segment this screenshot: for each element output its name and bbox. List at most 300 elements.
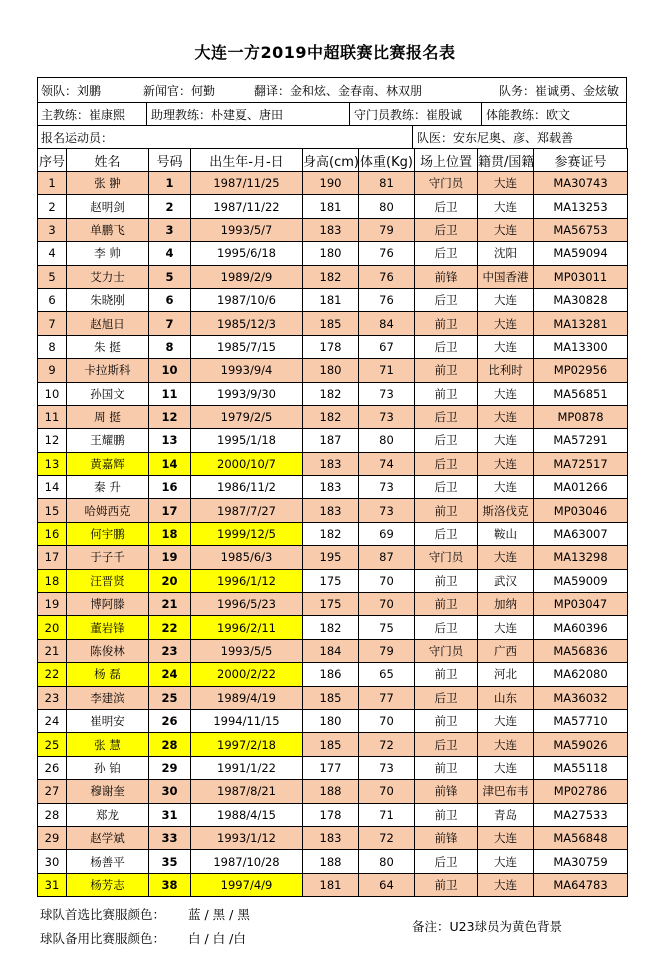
cell-position: 前卫 [415,312,478,335]
cell-seq: 7 [38,312,67,335]
table-row [38,780,628,803]
cell-origin: 大连 [478,546,534,569]
cell-height: 181 [303,288,359,311]
cell-name: 秦 升 [67,476,149,499]
col-name: 姓名 [67,149,149,172]
cell-certificate: MA30743 [534,172,628,195]
cell-weight: 80 [359,429,415,452]
cell-origin: 大连 [478,709,534,732]
cell-number: 26 [149,709,191,732]
cell-certificate: MP02786 [534,780,628,803]
cell-weight: 72 [359,826,415,849]
cell-name: 赵学斌 [67,826,149,849]
table-row [38,522,628,545]
cell-name: 张 翀 [67,172,149,195]
table-row [38,218,628,241]
cell-name: 杨芳志 [67,873,149,896]
cell-height: 177 [303,756,359,779]
cell-certificate: MA13300 [534,335,628,358]
cell-certificate: MA72517 [534,452,628,475]
cell-certificate: MA56753 [534,218,628,241]
table-row [38,288,628,311]
cell-dob: 1991/1/22 [191,756,303,779]
cell-seq: 8 [38,335,67,358]
cell-position: 后卫 [415,405,478,428]
cell-name: 哈姆西克 [67,499,149,522]
cell-certificate: MA56851 [534,382,628,405]
cell-seq: 21 [38,639,67,662]
col-seq: 序号 [38,149,67,172]
cell-position: 前卫 [415,359,478,382]
cell-dob: 1995/6/18 [191,242,303,265]
team-leader: 领队：刘鹏 [41,83,102,98]
cell-certificate: MA59094 [534,242,628,265]
cell-name: 崔明安 [67,709,149,732]
cell-position: 后卫 [415,476,478,499]
cell-seq: 15 [38,499,67,522]
cell-certificate: MA36032 [534,686,628,709]
away-kit-label: 球队备用比赛服颜色： [40,931,166,946]
cell-dob: 1987/7/27 [191,499,303,522]
cell-seq: 17 [38,546,67,569]
home-kit-colors: 蓝 / 黑 / 黑 [188,907,250,922]
cell-position: 后卫 [415,335,478,358]
cell-origin: 津巴布韦 [478,780,534,803]
table-row [38,359,628,382]
cell-certificate: MA64783 [534,873,628,896]
cell-origin: 大连 [478,288,534,311]
cell-weight: 76 [359,288,415,311]
table-row [38,476,628,499]
cell-dob: 2000/2/22 [191,663,303,686]
cell-number: 35 [149,850,191,873]
cell-position: 后卫 [415,616,478,639]
cell-certificate: MA60396 [534,616,628,639]
cell-name: 孙国文 [67,382,149,405]
cell-weight: 84 [359,312,415,335]
cell-seq: 23 [38,686,67,709]
cell-height: 180 [303,359,359,382]
cell-dob: 1993/9/30 [191,382,303,405]
cell-weight: 79 [359,639,415,662]
cell-origin: 大连 [478,218,534,241]
cell-height: 175 [303,593,359,616]
cell-seq: 24 [38,709,67,732]
cell-number: 2 [149,195,191,218]
table-row [38,803,628,826]
cell-weight: 81 [359,172,415,195]
cell-position: 后卫 [415,429,478,452]
cell-number: 8 [149,335,191,358]
cell-origin: 比利时 [478,359,534,382]
cell-dob: 1986/11/2 [191,476,303,499]
cell-height: 182 [303,405,359,428]
cell-height: 186 [303,663,359,686]
cell-seq: 11 [38,405,67,428]
cell-weight: 70 [359,780,415,803]
cell-dob: 1996/5/23 [191,593,303,616]
cell-number: 33 [149,826,191,849]
cell-dob: 1989/4/19 [191,686,303,709]
cell-dob: 2000/10/7 [191,452,303,475]
cell-number: 25 [149,686,191,709]
cell-dob: 1987/10/28 [191,850,303,873]
table-row [38,569,628,592]
cell-dob: 1985/12/3 [191,312,303,335]
cell-position: 后卫 [415,288,478,311]
cell-certificate: MA01266 [534,476,628,499]
cell-number: 30 [149,780,191,803]
cell-number: 38 [149,873,191,896]
staff-row-1 [37,77,627,102]
cell-seq: 9 [38,359,67,382]
cell-certificate: MP03011 [534,265,628,288]
cell-position: 前卫 [415,569,478,592]
cell-height: 195 [303,546,359,569]
cell-weight: 75 [359,616,415,639]
cell-weight: 69 [359,522,415,545]
cell-name: 于子千 [67,546,149,569]
cell-weight: 79 [359,218,415,241]
cell-number: 28 [149,733,191,756]
cell-certificate: MA56848 [534,826,628,849]
cell-position: 前卫 [415,499,478,522]
cell-origin: 大连 [478,452,534,475]
cell-height: 185 [303,312,359,335]
cell-height: 185 [303,686,359,709]
table-row [38,709,628,732]
cell-number: 5 [149,265,191,288]
cell-dob: 1997/2/18 [191,733,303,756]
cell-origin: 河北 [478,663,534,686]
cell-seq: 31 [38,873,67,896]
cell-position: 后卫 [415,452,478,475]
cell-seq: 27 [38,780,67,803]
cell-seq: 1 [38,172,67,195]
cell-certificate: MA62080 [534,663,628,686]
cell-name: 卡拉斯科 [67,359,149,382]
cell-weight: 76 [359,242,415,265]
cell-name: 张 慧 [67,733,149,756]
cell-name: 李 帅 [67,242,149,265]
cell-position: 前锋 [415,265,478,288]
table-row [38,382,628,405]
cell-position: 前锋 [415,780,478,803]
cell-certificate: MA56836 [534,639,628,662]
cell-number: 18 [149,522,191,545]
col-origin: 籍贯/国籍 [478,149,534,172]
cell-certificate: MA55118 [534,756,628,779]
cell-name: 汪晋贤 [67,569,149,592]
cell-dob: 1993/5/7 [191,218,303,241]
cell-seq: 4 [38,242,67,265]
cell-certificate: MA27533 [534,803,628,826]
roster-table [37,148,628,897]
cell-height: 190 [303,172,359,195]
cell-height: 184 [303,639,359,662]
table-header-row [38,149,628,172]
cell-name: 赵明剑 [67,195,149,218]
roster-label: 报名运动员： [41,130,114,145]
cell-number: 23 [149,639,191,662]
cell-name: 董岩锋 [67,616,149,639]
cell-origin: 大连 [478,826,534,849]
cell-name: 郑龙 [67,803,149,826]
cell-certificate: MA63007 [534,522,628,545]
cell-certificate: MP02956 [534,359,628,382]
table-row [38,265,628,288]
cell-number: 3 [149,218,191,241]
table-row [38,663,628,686]
cell-weight: 71 [359,359,415,382]
table-row [38,733,628,756]
cell-origin: 大连 [478,873,534,896]
cell-position: 后卫 [415,850,478,873]
cell-dob: 1985/6/3 [191,546,303,569]
cell-number: 1 [149,172,191,195]
cell-name: 杨 磊 [67,663,149,686]
table-row [38,429,628,452]
cell-weight: 72 [359,733,415,756]
cell-number: 12 [149,405,191,428]
cell-origin: 斯洛伐克 [478,499,534,522]
cell-seq: 6 [38,288,67,311]
u23-note: 备注：U23球员为黄色背景 [412,919,563,934]
cell-position: 后卫 [415,686,478,709]
cell-origin: 大连 [478,312,534,335]
table-row [38,756,628,779]
cell-origin: 大连 [478,335,534,358]
staff-row-2 [37,102,627,125]
cell-name: 朱 挺 [67,335,149,358]
cell-position: 后卫 [415,218,478,241]
assistant-coaches: 助理教练：朴建夏、唐田 [151,107,284,122]
cell-weight: 70 [359,709,415,732]
cell-seq: 22 [38,663,67,686]
cell-height: 183 [303,476,359,499]
col-weight: 体重(Kg) [359,149,415,172]
cell-weight: 73 [359,405,415,428]
cell-weight: 70 [359,569,415,592]
cell-height: 183 [303,218,359,241]
cell-seq: 20 [38,616,67,639]
table-row [38,686,628,709]
cell-seq: 5 [38,265,67,288]
cell-position: 前卫 [415,709,478,732]
cell-number: 6 [149,288,191,311]
cell-position: 后卫 [415,195,478,218]
cell-number: 4 [149,242,191,265]
cell-certificate: MA30759 [534,850,628,873]
cell-name: 王耀鹏 [67,429,149,452]
cell-position: 后卫 [415,522,478,545]
staff-row-3 [37,125,627,148]
table-row [38,312,628,335]
cell-number: 24 [149,663,191,686]
cell-number: 31 [149,803,191,826]
cell-number: 7 [149,312,191,335]
cell-dob: 1988/4/15 [191,803,303,826]
cell-seq: 25 [38,733,67,756]
cell-weight: 73 [359,756,415,779]
cell-number: 17 [149,499,191,522]
table-row [38,195,628,218]
cell-height: 180 [303,709,359,732]
cell-origin: 大连 [478,405,534,428]
cell-position: 守门员 [415,639,478,662]
cell-position: 前卫 [415,382,478,405]
col-height: 身高(cm) [303,149,359,172]
cell-origin: 大连 [478,733,534,756]
cell-weight: 80 [359,850,415,873]
cell-weight: 67 [359,335,415,358]
cell-name: 周 挺 [67,405,149,428]
cell-number: 22 [149,616,191,639]
col-position: 场上位置 [415,149,478,172]
cell-weight: 71 [359,803,415,826]
cell-number: 13 [149,429,191,452]
cell-dob: 1996/1/12 [191,569,303,592]
cell-weight: 80 [359,195,415,218]
cell-certificate: MP03047 [534,593,628,616]
cell-dob: 1993/9/4 [191,359,303,382]
cell-weight: 73 [359,476,415,499]
cell-weight: 77 [359,686,415,709]
cell-certificate: MA13281 [534,312,628,335]
cell-dob: 1987/10/6 [191,288,303,311]
cell-dob: 1987/8/21 [191,780,303,803]
cell-certificate: MA13298 [534,546,628,569]
cell-position: 后卫 [415,242,478,265]
cell-name: 陈俊林 [67,639,149,662]
cell-seq: 28 [38,803,67,826]
cell-seq: 30 [38,850,67,873]
away-kit-colors: 白 / 白 /白 [188,931,246,946]
cell-name: 穆谢奎 [67,780,149,803]
head-coach: 主教练：崔康熙 [41,107,126,122]
cell-height: 178 [303,335,359,358]
cell-dob: 1987/11/25 [191,172,303,195]
cell-name: 李建滨 [67,686,149,709]
col-dob: 出生年-月-日 [191,149,303,172]
cell-number: 10 [149,359,191,382]
cell-weight: 73 [359,499,415,522]
cell-number: 20 [149,569,191,592]
cell-seq: 3 [38,218,67,241]
cell-height: 175 [303,569,359,592]
translators: 翻译：金和炫、金春南、林双朋 [254,83,423,98]
table-row [38,335,628,358]
cell-position: 前卫 [415,803,478,826]
cell-position: 后卫 [415,733,478,756]
cell-name: 博阿滕 [67,593,149,616]
cell-seq: 14 [38,476,67,499]
cell-name: 朱晓刚 [67,288,149,311]
cell-position: 前锋 [415,826,478,849]
cell-origin: 大连 [478,195,534,218]
cell-origin: 山东 [478,686,534,709]
cell-height: 182 [303,382,359,405]
cell-origin: 大连 [478,616,534,639]
cell-name: 杨善平 [67,850,149,873]
fitness-coach: 体能教练：欧文 [486,107,571,122]
cell-height: 181 [303,873,359,896]
cell-name: 艾力士 [67,265,149,288]
table-row [38,172,628,195]
cell-origin: 沈阳 [478,242,534,265]
cell-number: 21 [149,593,191,616]
cell-dob: 1999/12/5 [191,522,303,545]
table-row [38,546,628,569]
team-doctors: 队医：安东尼奥、彦、郑载善 [417,130,574,145]
cell-seq: 12 [38,429,67,452]
cell-name: 赵旭日 [67,312,149,335]
cell-seq: 2 [38,195,67,218]
cell-height: 182 [303,522,359,545]
cell-weight: 74 [359,452,415,475]
cell-height: 188 [303,780,359,803]
cell-name: 单鹏飞 [67,218,149,241]
cell-certificate: MA57291 [534,429,628,452]
col-number: 号码 [149,149,191,172]
cell-weight: 87 [359,546,415,569]
cell-name: 孙 铂 [67,756,149,779]
team-affairs: 队务：崔诚勇、金炫敏 [499,83,620,98]
cell-seq: 19 [38,593,67,616]
cell-dob: 1995/1/18 [191,429,303,452]
cell-height: 178 [303,803,359,826]
cell-weight: 70 [359,593,415,616]
cell-origin: 大连 [478,756,534,779]
cell-origin: 中国香港 [478,265,534,288]
cell-origin: 大连 [478,382,534,405]
cell-height: 183 [303,826,359,849]
cell-name: 何宇鹏 [67,522,149,545]
cell-origin: 大连 [478,476,534,499]
cell-certificate: MA13253 [534,195,628,218]
cell-number: 19 [149,546,191,569]
cell-seq: 16 [38,522,67,545]
cell-height: 181 [303,195,359,218]
table-row [38,593,628,616]
cell-number: 11 [149,382,191,405]
cell-height: 182 [303,616,359,639]
table-row [38,616,628,639]
cell-dob: 1996/2/11 [191,616,303,639]
table-row [38,452,628,475]
cell-certificate: MA59009 [534,569,628,592]
cell-weight: 73 [359,382,415,405]
cell-position: 前卫 [415,663,478,686]
cell-origin: 大连 [478,850,534,873]
cell-height: 187 [303,429,359,452]
table-row [38,405,628,428]
cell-position: 守门员 [415,546,478,569]
cell-origin: 加纳 [478,593,534,616]
cell-dob: 1989/2/9 [191,265,303,288]
cell-dob: 1985/7/15 [191,335,303,358]
cell-origin: 广西 [478,639,534,662]
cell-position: 守门员 [415,172,478,195]
cell-number: 16 [149,476,191,499]
table-row [38,242,628,265]
cell-number: 14 [149,452,191,475]
cell-height: 188 [303,850,359,873]
cell-weight: 76 [359,265,415,288]
cell-height: 185 [303,733,359,756]
home-kit-label: 球队首选比赛服颜色： [40,907,166,922]
cell-weight: 64 [359,873,415,896]
